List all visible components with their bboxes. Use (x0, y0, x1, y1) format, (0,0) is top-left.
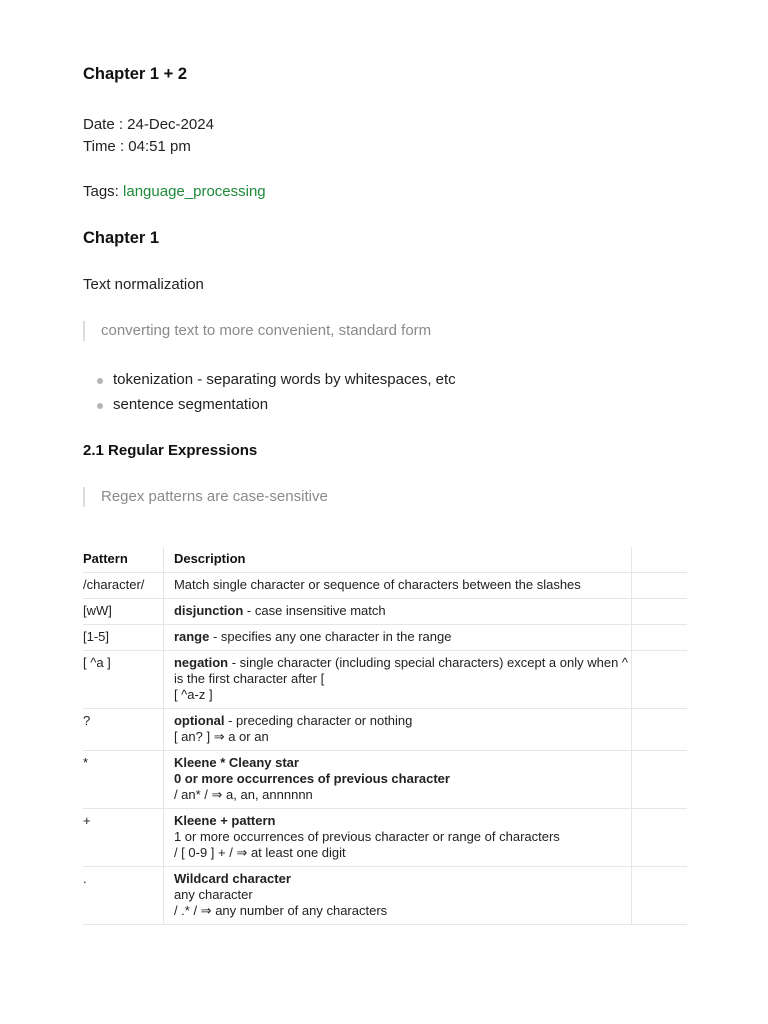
pattern-cell: ? (83, 709, 163, 751)
description-text: - single character (including special characters) except a only when ^ is the first character after [ (173, 655, 629, 686)
description-term: range (173, 629, 210, 644)
description-cell (163, 809, 631, 867)
pattern-cell: . (83, 867, 163, 925)
empty-cell (632, 867, 687, 925)
description-text: / [ 0-9 ] + / ⇒ at least one digit (173, 845, 346, 860)
description-cell (163, 599, 631, 625)
description-text: / .* / ⇒ any number of any characters (173, 903, 388, 918)
bullet-dot-icon (97, 378, 103, 384)
description-cell (163, 867, 631, 925)
list-item-text: tokenization - separating words by whitespaces, etc (113, 371, 456, 388)
description-term: Kleene + pattern (173, 813, 276, 828)
tag-link[interactable]: language_processing (123, 183, 266, 200)
description-line (174, 755, 631, 771)
description-text: - preceding character or nothing (224, 713, 413, 728)
description-line (174, 687, 631, 703)
tags-line (83, 183, 266, 200)
description-text: any character (173, 887, 253, 902)
bullet-list (83, 369, 456, 419)
table-row (83, 599, 687, 625)
description-term: 0 or more occurrences of previous character (173, 771, 450, 786)
description-text: Match single character or sequence of characters between the slashes (173, 577, 581, 592)
list-item-text: sentence segmentation (113, 396, 269, 413)
table-row (83, 573, 687, 599)
list-item (83, 394, 456, 419)
description-text: - case insensitive match (243, 603, 386, 618)
meta-block (83, 114, 214, 158)
table-row (83, 651, 687, 709)
pattern-cell: [wW] (83, 599, 163, 625)
chapter-1-heading: Chapter 1 (83, 229, 160, 247)
empty-cell (632, 599, 687, 625)
description-term: negation (173, 655, 229, 670)
empty-cell (632, 573, 687, 599)
description-cell (163, 573, 631, 599)
column-header-description: Description (163, 547, 631, 573)
description-line (174, 887, 631, 903)
description-line (174, 729, 631, 745)
page-title: Chapter 1 + 2 (83, 65, 188, 83)
description-term: Kleene * Cleany star (173, 755, 299, 770)
description-cell (163, 709, 631, 751)
text-normalization-paragraph: Text normalization (83, 276, 204, 293)
pattern-cell: [ ^a ] (83, 651, 163, 709)
description-term: disjunction (173, 603, 244, 618)
table-row (83, 709, 687, 751)
description-text: [ ^a-z ] (173, 687, 213, 702)
case-sensitive-quote: Regex patterns are case-sensitive (83, 487, 621, 507)
description-term: Wildcard character (173, 871, 291, 886)
regex-table-body (83, 573, 687, 925)
column-header-pattern: Pattern (83, 547, 163, 573)
date-line: Date : 24-Dec-2024 (83, 116, 214, 133)
description-cell (163, 625, 631, 651)
tags-label: Tags: (83, 183, 124, 200)
time-line: Time : 04:51 pm (83, 138, 191, 155)
empty-cell (632, 625, 687, 651)
description-line (174, 771, 631, 787)
empty-cell (632, 651, 687, 709)
description-text: - specifies any one character in the range (209, 629, 452, 644)
description-line (174, 603, 631, 619)
table-row (83, 809, 687, 867)
table-row (83, 625, 687, 651)
table-header-row (83, 547, 687, 573)
description-cell (163, 751, 631, 809)
description-line (174, 577, 631, 593)
pattern-cell: /character/ (83, 573, 163, 599)
description-line (174, 829, 631, 845)
bullet-dot-icon (97, 403, 103, 409)
pattern-cell: * (83, 751, 163, 809)
description-text: [ an? ] ⇒ a or an (173, 729, 269, 744)
description-line (174, 713, 631, 729)
description-line (174, 629, 631, 645)
regular-expressions-heading: 2.1 Regular Expressions (83, 442, 258, 459)
table-row (83, 751, 687, 809)
column-header-empty (632, 547, 687, 573)
list-item (83, 369, 456, 394)
normalization-quote: converting text to more convenient, standard form (83, 321, 621, 341)
empty-cell (632, 809, 687, 867)
description-line (174, 813, 631, 829)
table-row (83, 867, 687, 925)
empty-cell (632, 751, 687, 809)
description-line (174, 787, 631, 803)
description-line (174, 871, 631, 887)
description-term: optional (173, 713, 225, 728)
pattern-cell: [1-5] (83, 625, 163, 651)
description-text: / an* / ⇒ a, an, annnnnn (173, 787, 313, 802)
regex-table (83, 547, 687, 925)
empty-cell (632, 709, 687, 751)
description-cell (163, 651, 631, 709)
description-text: 1 or more occurrences of previous character or range of characters (173, 829, 560, 844)
description-line (174, 903, 631, 919)
description-line (174, 655, 631, 687)
description-line (174, 845, 631, 861)
pattern-cell: + (83, 809, 163, 867)
